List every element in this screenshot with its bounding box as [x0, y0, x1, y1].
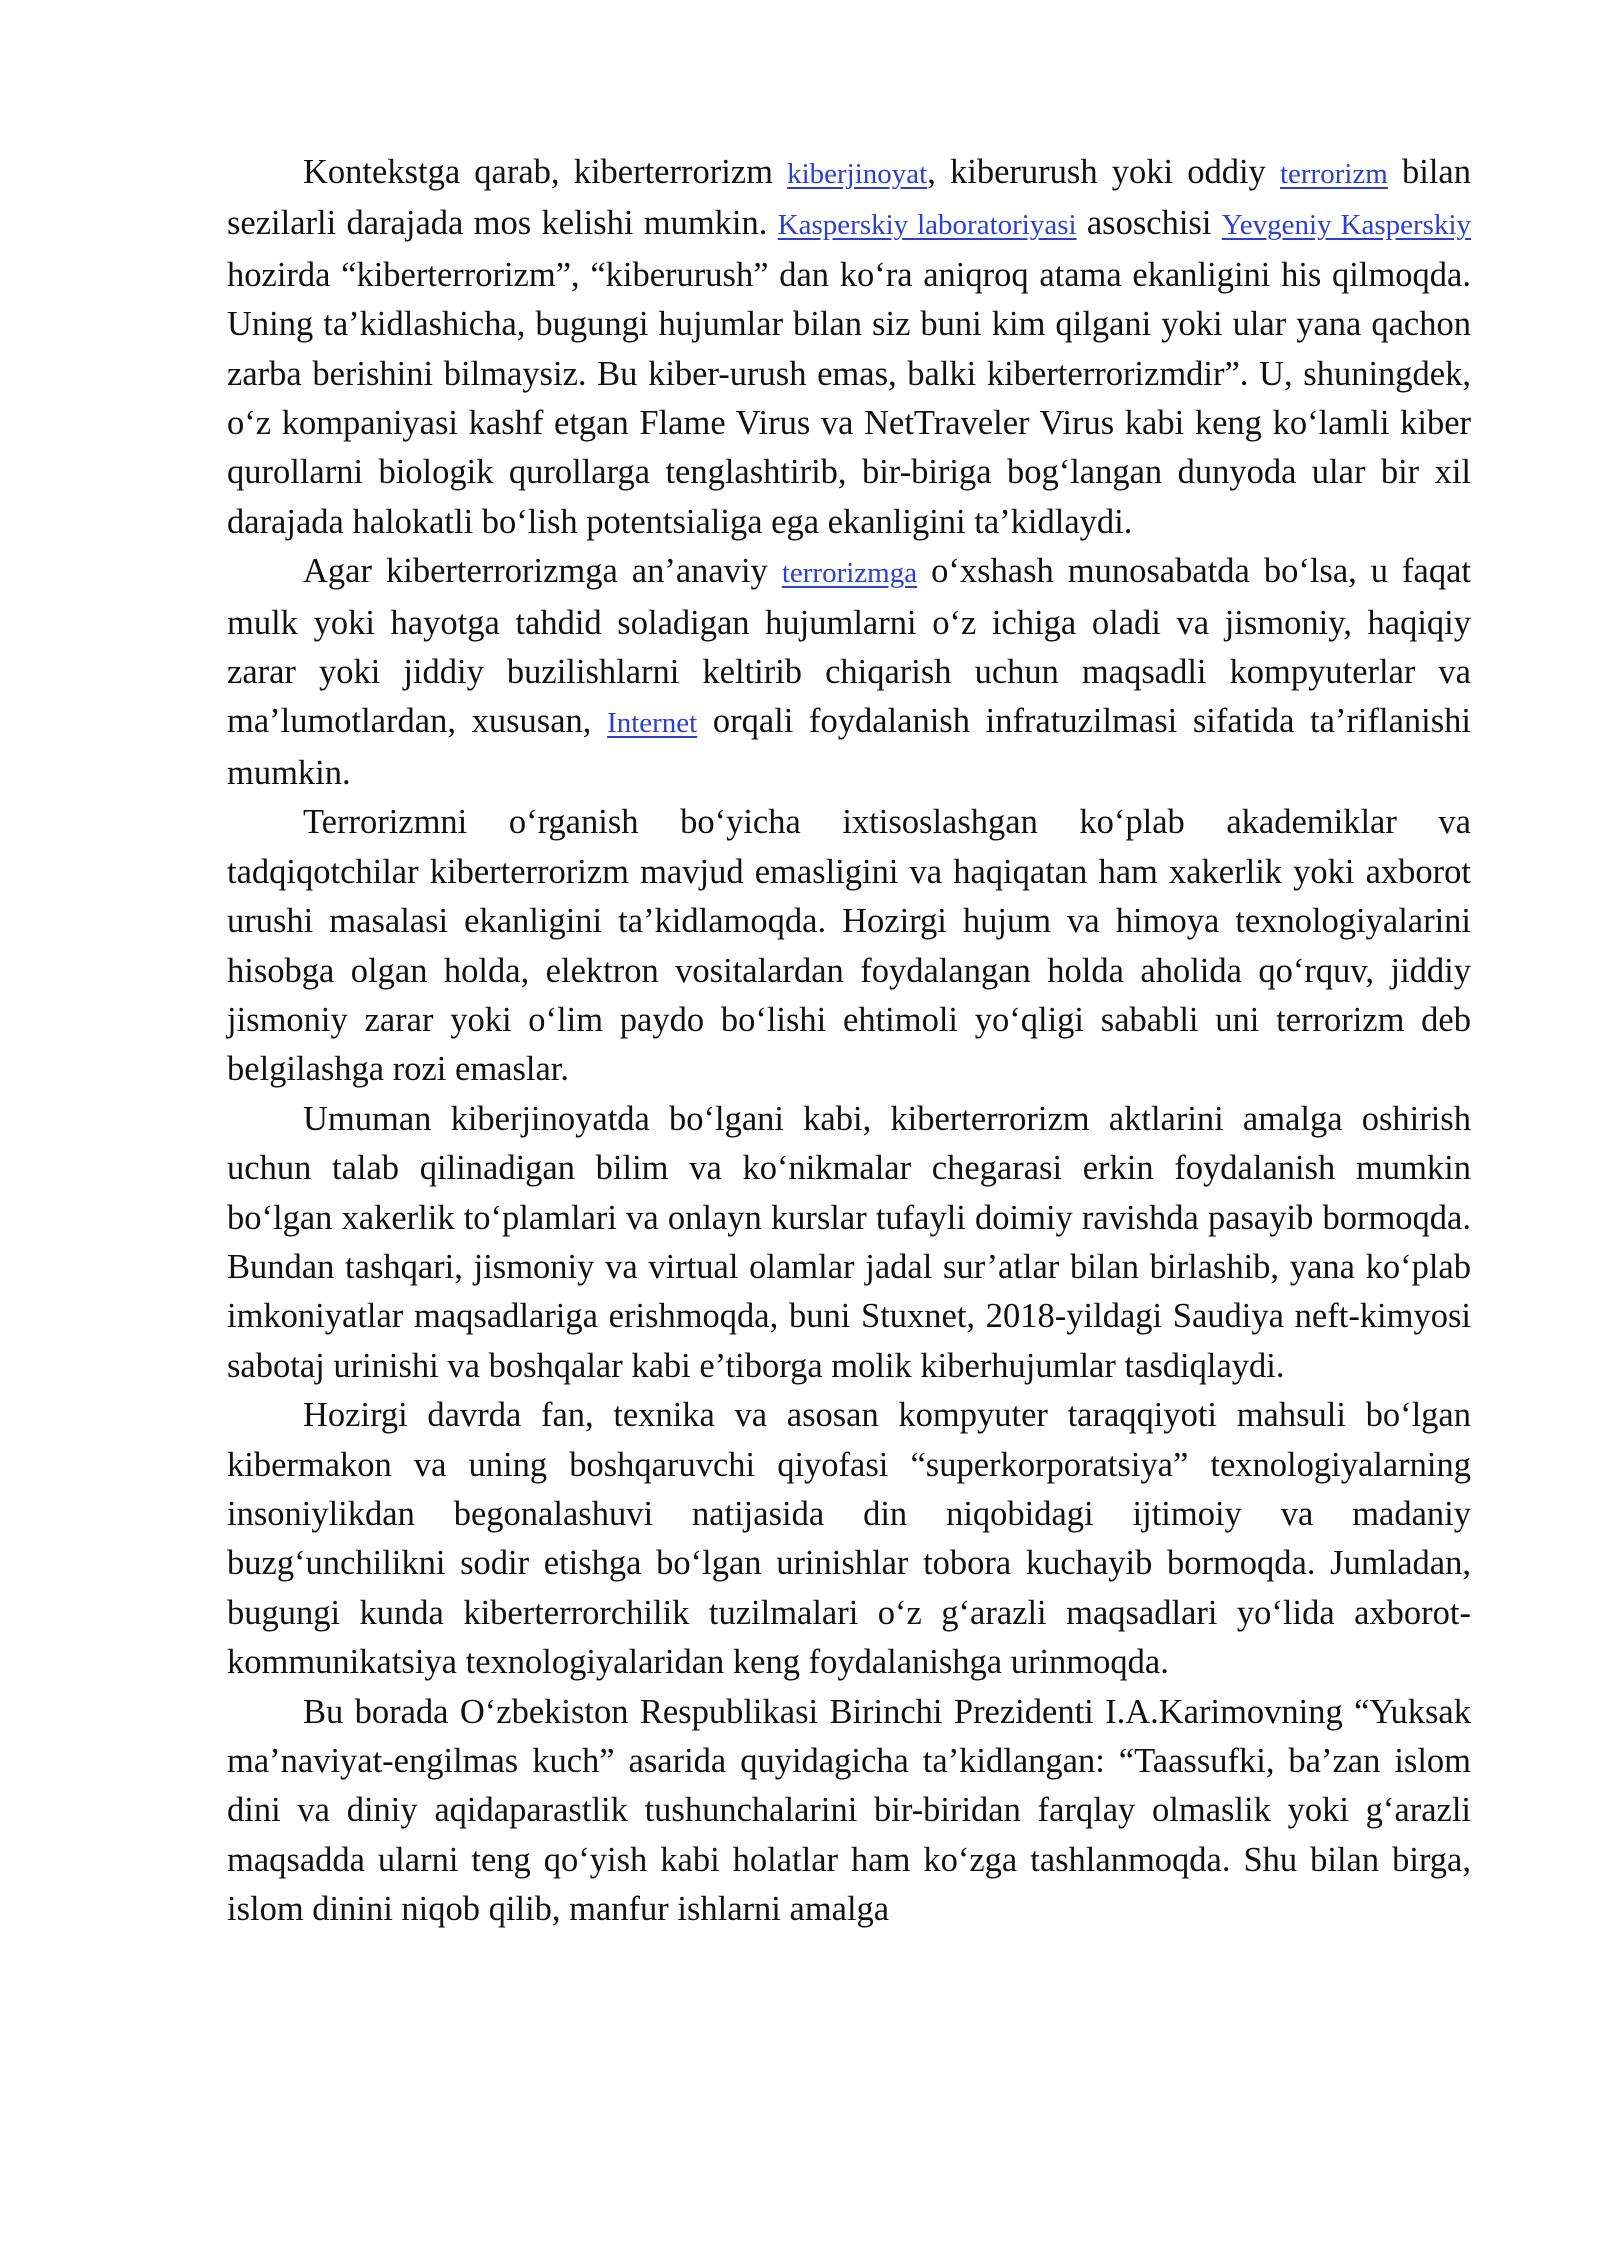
- document-page: [227, 148, 1471, 1935]
- paragraph-6: [227, 1688, 1471, 1935]
- paragraph-2: [227, 547, 1471, 798]
- link-internet[interactable]: Internet: [607, 707, 698, 740]
- link-kiberjinoyat[interactable]: kiberjinoyat: [787, 158, 928, 190]
- text-run: bilan sezilarli darajada mos kelishi mumkin.: [227, 153, 1471, 243]
- text-run: orqali foydalanish infratuzilmasi sifatida ta’riflanishi mumkin.: [227, 702, 1471, 792]
- text-run: Kontekstga qarab, kiberterrorizm: [303, 153, 788, 191]
- text-run: hozirda “kiberterrorizm”, “kiberurush” dan ko‘ra aniqroq atama ekanligini his qilmoqda. Uning ta’kidlashicha, bugungi hujumlar bilan siz buni kim qilgani yoki ular yana qachon zarba berishini bilmaysiz. Bu kiber-urush emas, balki kiberterrorizmdir”. U, shuningdek, o‘z kompaniyasi kashf etgan Flame Virus va NetTraveler Virus kabi keng ko‘lamli kiber qurollarni biologik qurollarga tenglashtirib, bir-biriga bog‘langan dunyoda ular bir xil darajada halokatli bo‘lish potentsialiga ega ekanligini ta’kidlaydi.: [227, 255, 1471, 541]
- paragraph-4: [227, 1095, 1471, 1391]
- text-run: Bu borada O‘zbekiston Respublikasi Birinchi Prezidenti I.A.Karimovning “Yuksak ma’naviyat-engilmas kuch” asarida quyidagicha ta’kidlangan: “Taassufki, ba’zan islom dini va diniy aqidaparastlik tushunchalarini bir-biridan farqlay olmaslik yoki g‘arazli maqsadda ularni teng qo‘yish kabi holatlar ham ko‘zga tashlanmoqda. Shu bilan birga, islom dinini niqob qilib, manfur ishlarni amalga: [227, 1692, 1471, 1929]
- text-run: Agar kiberterrorizmga an’anaviy: [303, 552, 782, 591]
- link-terrorizm[interactable]: terrorizm: [1279, 158, 1388, 190]
- text-run: o‘xshash munosabatda bo‘lsa, u faqat mulk yoki hayotga tahdid soladigan hujumlarni o‘z ichiga oladi va jismoniy, haqiqiy zarar yoki jiddiy buzilishlarni keltirib chiqarish uchun maqsadli kompyuterlar va ma’lumotlardan, xususan,: [227, 552, 1471, 741]
- text-run: Hozirgi davrda fan, texnika va asosan kompyuter taraqqiyoti mahsuli bo‘lgan kibermakon va uning boshqaruvchi qiyofasi “superkorporatsiya” texnologiyalarning insoniylikdan begonalashuvi natijasida din niqobidagi ijtimoiy va madaniy buzg‘unchilikni sodir etishga bo‘lgan urinishlar tobora kuchayib bormoqda. Jumladan, bugungi kunda kiberterrorchilik tuzilmalari o‘z g‘arazli maqsadlari yo‘lida axborot-kommunikatsiya texnologiyalaridan keng foydalanishga urinmoqda.: [227, 1396, 1471, 1682]
- text-run: Umuman kiberjinoyatda bo‘lgani kabi, kiberterrorizm aktlarini amalga oshirish uchun talab qilinadigan bilim va ko‘nikmalar chegarasi erkin foydalanish mumkin bo‘lgan xakerlik to‘plamlari va onlayn kurslar tufayli doimiy ravishda pasayib bormoqda. Bundan tashqari, jismoniy va virtual olamlar jadal sur’atlar bilan birlashib, yana ko‘plab imkoniyatlar maqsadlariga erishmoqda, buni Stuxnet, 2018-yildagi Saudiya neft-kimyosi sabotaj urinishi va boshqalar kabi e’tiborga molik kiberhujumlar tasdiqlaydi.: [227, 1099, 1471, 1385]
- link-kasperskiy-laboratoriyasi[interactable]: Kasperskiy laboratoriyasi: [777, 209, 1077, 242]
- text-run: Terrorizmni o‘rganish bo‘yicha ixtisoslashgan ko‘plab akademiklar va tadqiqotchilar kiberterrorizm mavjud emasligini va haqiqatan ham xakerlik yoki axborot urushi masalasi ekanligini ta’kidlamoqda. Hozirgi hujum va himoya texnologiyalarini hisobga olgan holda, elektron vositalardan foydalangan holda aholida qo‘rquv, jiddiy jismoniy zarar yoki o‘lim paydo bo‘lishi ehtimoli yo‘qligi sababli uni terrorizm deb belgilashga rozi emaslar.: [227, 803, 1471, 1089]
- link-yevgeniy-kasperskiy[interactable]: Yevgeniy Kasperskiy: [1221, 209, 1472, 242]
- paragraph-3: [227, 798, 1471, 1094]
- paragraph-1: [227, 148, 1471, 547]
- paragraph-5: [227, 1391, 1471, 1687]
- text-run: , kiberurush yoki oddiy: [927, 153, 1280, 191]
- text-run: asoschisi: [1076, 204, 1222, 243]
- link-terrorizmga[interactable]: terrorizmga: [781, 557, 918, 590]
